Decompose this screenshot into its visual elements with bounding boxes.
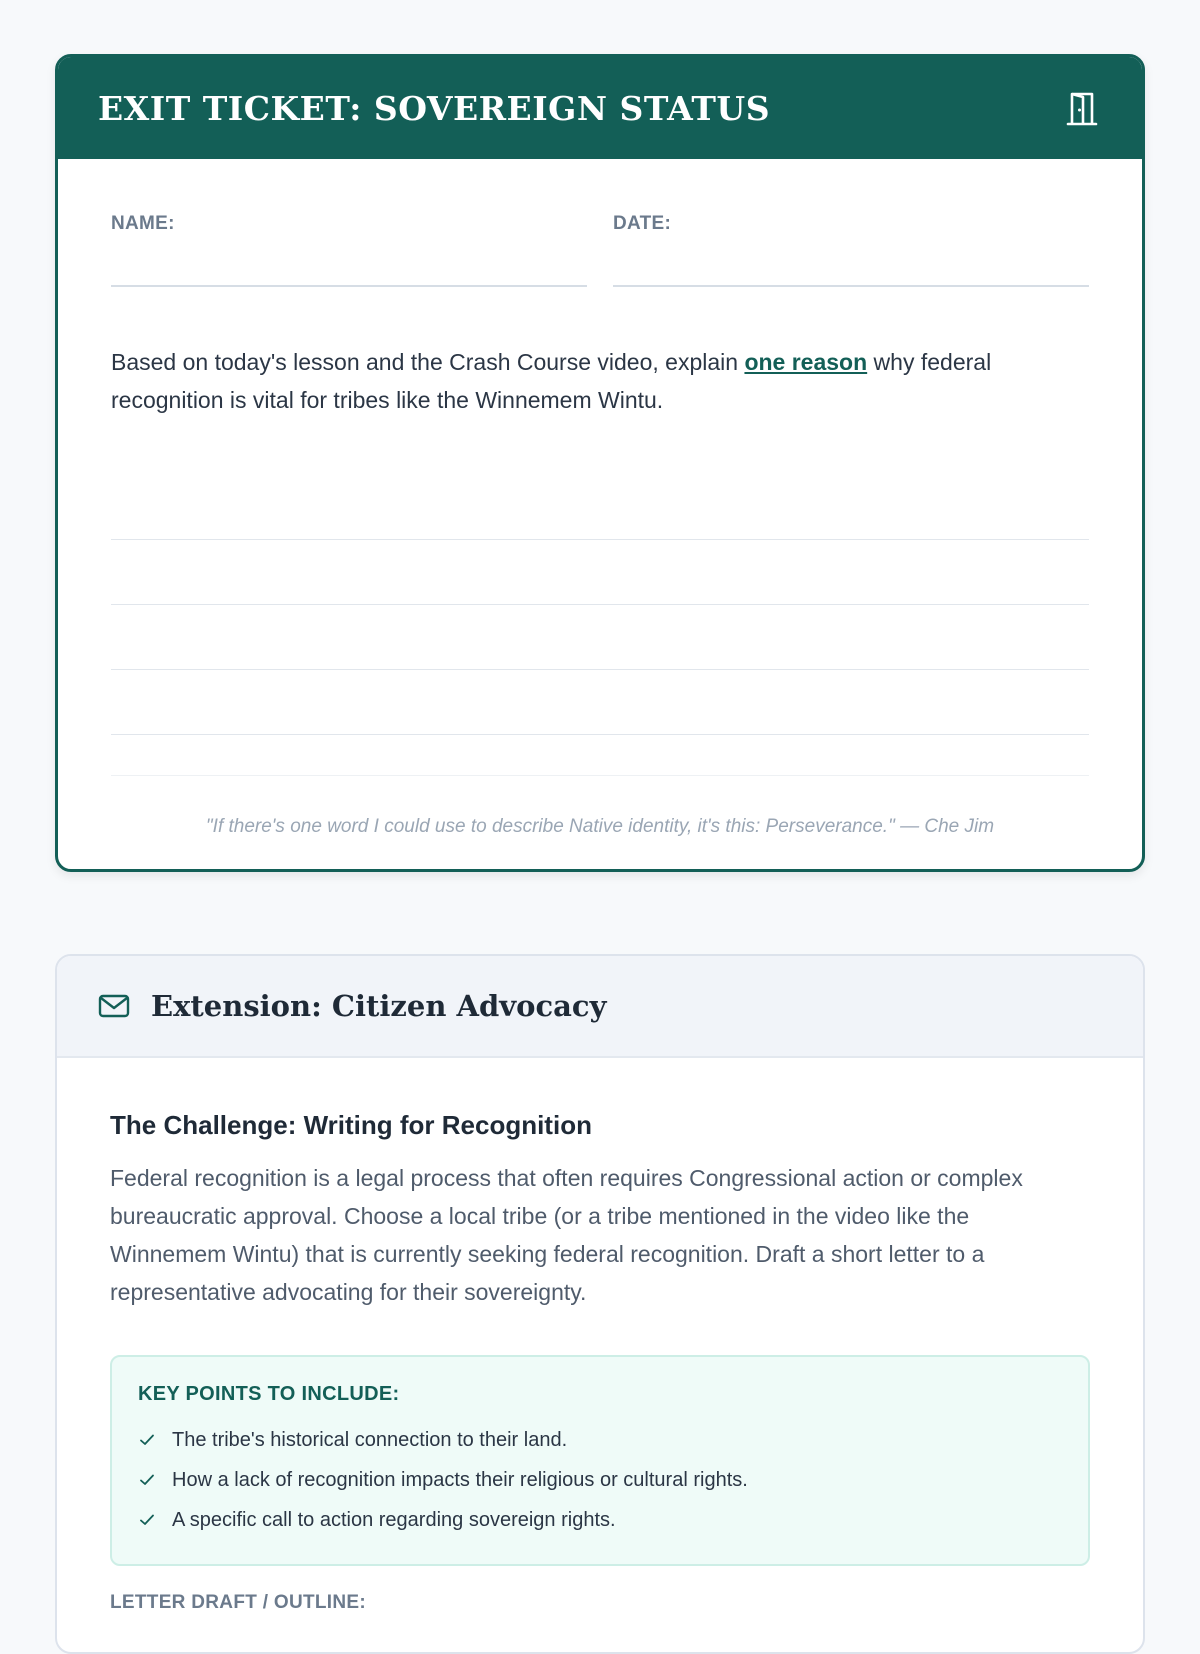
name-label: NAME: (111, 213, 175, 234)
key-points-box (110, 1355, 1090, 1566)
name-input-line[interactable] (111, 285, 587, 287)
exit-ticket-title: EXIT TICKET: SOVEREIGN STATUS (98, 88, 771, 128)
key-point-item (138, 1500, 1062, 1540)
quote: "If there's one word I could use to describe Native identity, it's this: Perseverance." — Che Jim (205, 816, 995, 837)
door-exit-icon (1062, 88, 1102, 128)
answer-lines[interactable] (111, 475, 1089, 776)
key-points-list (138, 1420, 1062, 1540)
answer-line[interactable] (111, 540, 1089, 605)
key-point-item (138, 1460, 1062, 1500)
exit-ticket-card (55, 54, 1145, 872)
check-icon (138, 1511, 156, 1529)
challenge-title: The Challenge: Writing for Recognition (110, 1110, 592, 1140)
prompt-emphasis: one reason (744, 349, 868, 375)
exit-ticket-body (58, 159, 1142, 838)
answer-line[interactable] (111, 670, 1089, 735)
name-field[interactable] (111, 213, 587, 287)
extension-body (57, 1058, 1143, 1614)
key-point-item (138, 1420, 1062, 1460)
letter-draft-label: LETTER DRAFT / OUTLINE: (110, 1592, 366, 1613)
date-field[interactable] (613, 213, 1089, 287)
key-points-title: KEY POINTS TO INCLUDE: (138, 1383, 400, 1405)
check-icon (138, 1431, 156, 1449)
answer-line[interactable] (111, 605, 1089, 670)
exit-ticket-prompt (111, 343, 1089, 419)
extension-title: Extension: Citizen Advocacy (151, 989, 607, 1023)
student-fields (111, 213, 1089, 287)
prompt-text-start: Based on today's lesson and the Crash Course video, explain (111, 349, 745, 375)
date-input-line[interactable] (613, 285, 1089, 287)
check-icon (138, 1471, 156, 1489)
key-point-text: How a lack of recognition impacts their religious or cultural rights. (172, 1468, 748, 1491)
exit-ticket-header (58, 57, 1142, 159)
date-label: DATE: (613, 213, 672, 234)
mail-icon (97, 989, 131, 1023)
answer-line[interactable] (111, 475, 1089, 540)
answer-line[interactable] (111, 735, 1089, 776)
extension-header (57, 956, 1143, 1058)
key-point-text: A specific call to action regarding sovereign rights. (172, 1508, 616, 1531)
extension-card (55, 954, 1145, 1654)
prompt-text-end: why federal recognition is vital for tribes like the Winnemem Wintu. (111, 349, 992, 413)
key-point-text: The tribe's historical connection to their land. (172, 1428, 568, 1451)
challenge-text: Federal recognition is a legal process that often requires Congressional action or complex bureaucratic approval. Choose a local tribe (or a tribe mentioned in the video like the Winnemem Wintu) that is currently seeking federal recognition. Draft a short letter to a representative advocating for their sovereignty. (110, 1165, 1023, 1305)
